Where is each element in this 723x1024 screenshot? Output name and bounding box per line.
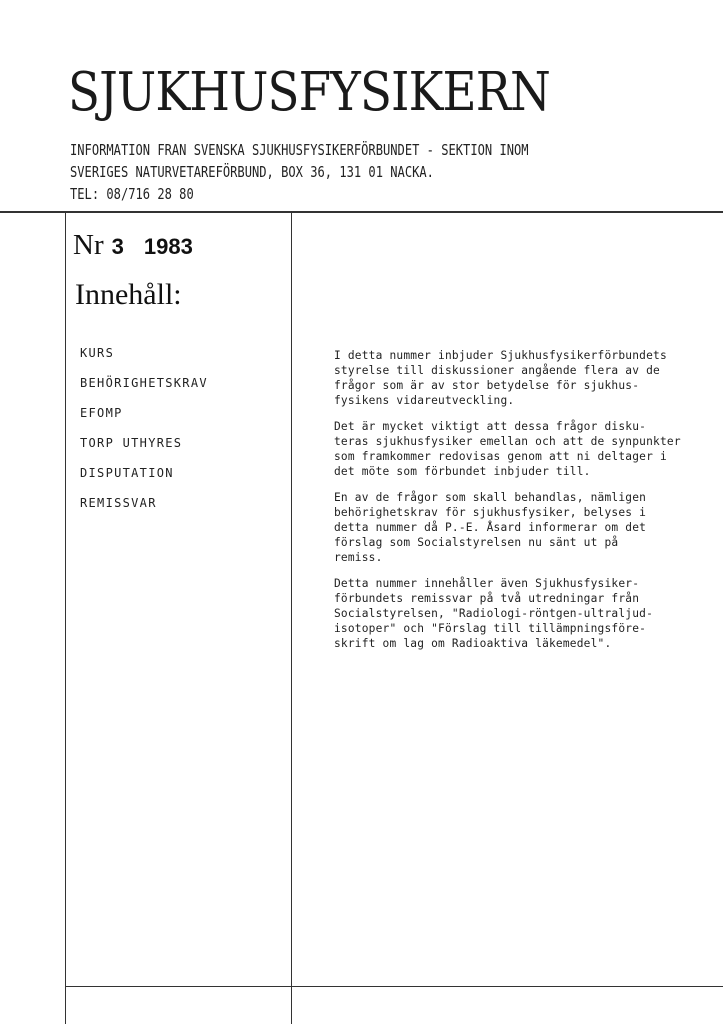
toc-item: BEHÖRIGHETSKRAV bbox=[80, 376, 208, 390]
toc-item: REMISSVAR bbox=[80, 496, 157, 510]
publisher-phone-line: TEL: 08/716 28 80 bbox=[70, 185, 194, 203]
paragraph: Det är mycket viktigt att dessa frågor disku- teras sjukhusfysiker emellan och att de synpunkter som framkommer redovisas genom att ni deltager i det möte som förbundet inbjuder till. bbox=[334, 420, 681, 478]
publisher-info-line: INFORMATION FRAN SVENSKA SJUKHUSFYSIKERFÖRBUNDET - SEKTION INOM bbox=[70, 141, 529, 159]
toc-item: KURS bbox=[80, 346, 115, 360]
paragraph: Detta nummer innehåller även Sjukhusfysiker- förbundets remissvar på två utredningar från Socialstyrelsen, "Radiologi-röntgen-ultraljud- isotoper" och "Förslag till tillämpningsföre- skrift om lag om Radioaktiva läkemedel". bbox=[334, 577, 654, 650]
table-of-contents bbox=[80, 345, 208, 525]
left-margin-rule bbox=[65, 212, 66, 1024]
footer-rule bbox=[65, 986, 723, 987]
column-divider bbox=[291, 212, 292, 1024]
publisher-info bbox=[70, 139, 529, 205]
contents-heading: Innehåll: bbox=[75, 278, 182, 311]
toc-item: TORP UTHYRES bbox=[80, 436, 183, 450]
issue-num: 3 bbox=[111, 234, 124, 259]
toc-item: EFOMP bbox=[80, 406, 123, 420]
toc-item: DISPUTATION bbox=[80, 466, 174, 480]
publisher-address-line: SVERIGES NATURVETAREFÖRBUND, BOX 36, 131 01 NACKA. bbox=[70, 163, 434, 181]
issue-prefix: Nr bbox=[73, 229, 104, 261]
issue-number bbox=[73, 229, 193, 262]
paragraph: En av de frågor som skall behandlas, nämligen behörighetskrav för sjukhusfysiker, belyses i detta nummer då P.-E. Åsard informerar om det förslag som Socialstyrelsen nu sänt ut på remiss. bbox=[334, 491, 647, 564]
paragraph: I detta nummer inbjuder Sjukhusfysikerförbundets styrelse till diskussioner angående flera av de frågor som är av stor betydelse för sjukhus- fysikens vidareutveckling. bbox=[334, 349, 667, 407]
masthead-title: SJUKHUSFYSIKERN bbox=[68, 62, 550, 123]
issue-year: 1983 bbox=[143, 234, 193, 259]
header-divider bbox=[0, 211, 723, 213]
editorial-text bbox=[334, 348, 714, 662]
